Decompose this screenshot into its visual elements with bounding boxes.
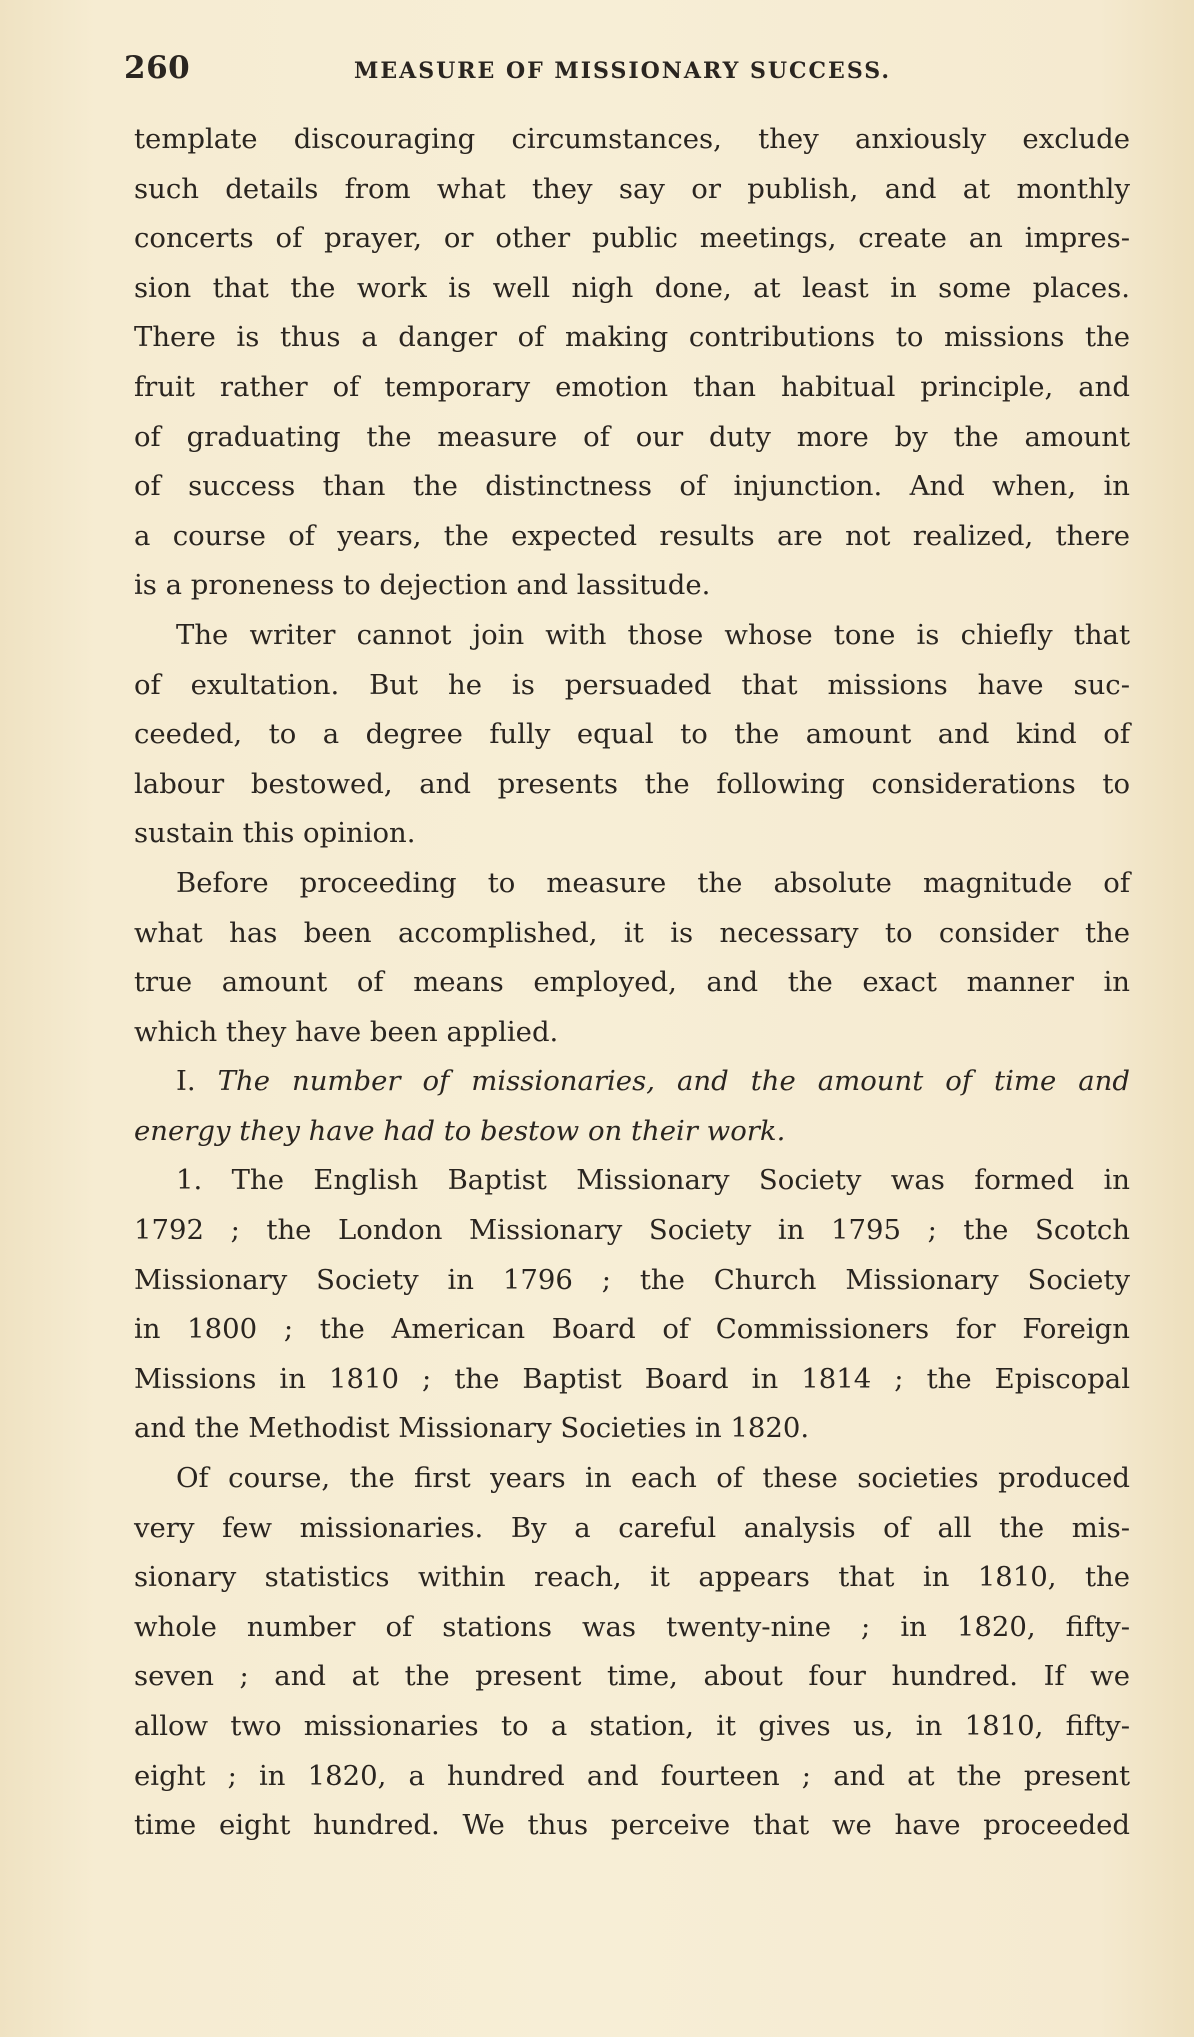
text-line: of exultation. But he is persuaded that missions have suc- bbox=[134, 668, 1130, 701]
text-line: of success than the distinctness of injunction. And when, in bbox=[134, 470, 1130, 503]
text-line: seven ; and at the present time, about four hundred. If we bbox=[134, 1660, 1130, 1693]
text-line: such details from what they say or publish, and at monthly bbox=[134, 172, 1130, 205]
section-numeral: I. bbox=[176, 1065, 196, 1098]
text-line: sustain this opinion. bbox=[134, 817, 416, 850]
text-line: whole number of stations was twenty-nine ; in 1820, fifty- bbox=[134, 1610, 1130, 1643]
text-line: 1. The English Baptist Missionary Society was formed in bbox=[176, 1164, 1130, 1197]
text-line: Missions in 1810 ; the Baptist Board in 1814 ; the Episcopal bbox=[134, 1362, 1130, 1395]
text-line: ceeded, to a degree fully equal to the amount and kind of bbox=[134, 718, 1130, 751]
text-line: fruit rather of temporary emotion than habitual principle, and bbox=[134, 370, 1130, 403]
page-header bbox=[124, 50, 1124, 100]
text-line: Before proceeding to measure the absolute magnitude of bbox=[176, 866, 1130, 899]
text-line: of graduating the measure of our duty more by the amount bbox=[134, 420, 1130, 453]
page-number: 260 bbox=[124, 50, 191, 86]
text-line: what has been accomplished, it is necessary to consider the bbox=[134, 916, 1130, 949]
text-line: and the Methodist Missionary Societies in 1820. bbox=[134, 1412, 810, 1445]
text-line: sionary statistics within reach, it appears that in 1810, the bbox=[134, 1561, 1130, 1594]
text-line: eight ; in 1820, a hundred and fourteen ; and at the present bbox=[134, 1759, 1130, 1792]
section-heading-line: energy they have had to bestow on their work. bbox=[134, 1114, 786, 1147]
text-line: allow two missionaries to a station, it gives us, in 1810, fifty- bbox=[134, 1710, 1130, 1742]
text-line: very few missionaries. By a careful analysis of all the mis- bbox=[134, 1511, 1130, 1544]
text-line: a course of years, the expected results are not realized, there bbox=[134, 519, 1130, 552]
text-line: which they have been applied. bbox=[134, 1015, 559, 1048]
text-line: labour bestowed, and presents the following considerations to bbox=[134, 767, 1130, 800]
text-line: 1792 ; the London Missionary Society in 1795 ; the Scotch bbox=[134, 1214, 1130, 1247]
text-line: true amount of means employed, and the exact manner in bbox=[134, 966, 1130, 999]
body-text bbox=[134, 115, 1130, 1851]
text-line: Of course, the first years in each of these societies produced bbox=[176, 1462, 1130, 1495]
text-line: template discouraging circumstances, they anxiously exclude bbox=[134, 123, 1130, 155]
text-line: sion that the work is well nigh done, at least in some places. bbox=[134, 271, 1130, 304]
text-line: There is thus a danger of making contributions to missions the bbox=[134, 321, 1130, 354]
text-line: Missionary Society in 1796 ; the Church Missionary Society bbox=[134, 1263, 1130, 1296]
text-line: in 1800 ; the American Board of Commissioners for Foreign bbox=[134, 1313, 1130, 1346]
text-line: time eight hundred. We thus perceive that we have proceeded bbox=[134, 1809, 1130, 1842]
text-line: The writer cannot join with those whose tone is chiefly that bbox=[176, 618, 1130, 651]
text-line: concerts of prayer, or other public meetings, create an impres- bbox=[134, 222, 1130, 255]
text-line: is a proneness to dejection and lassitude. bbox=[134, 569, 711, 602]
section-heading-line bbox=[134, 1057, 1130, 1107]
running-head: MEASURE OF MISSIONARY SUCCESS. bbox=[354, 58, 891, 84]
section-heading-text: The number of missionaries, and the amount of time and bbox=[217, 1065, 1130, 1098]
